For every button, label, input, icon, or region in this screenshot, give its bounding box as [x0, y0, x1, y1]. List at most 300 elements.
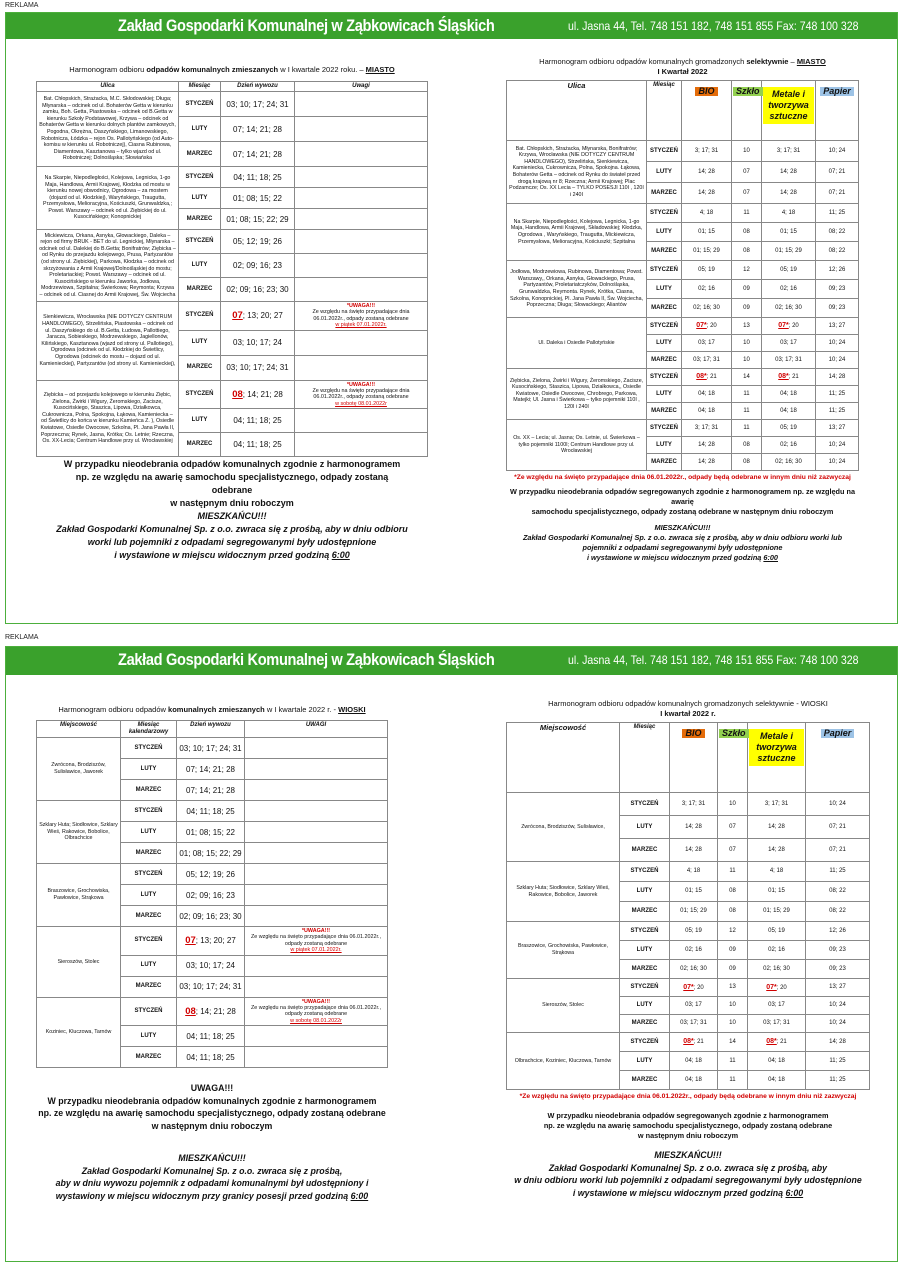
bio-days [682, 352, 732, 369]
month-cell: LUTY [620, 997, 670, 1015]
month-cell: STYCZEŃ [620, 922, 670, 941]
selective-city-notice: W przypadku nieodebrania odpadów segregowanych zgodnie z harmonogramem np. ze względu na awarię samochodu specjalistycznego, odpady zostaną odebrane w następnym dniu roboczym MIESZKAŃCU!!! Zakład Gospodarki Komunalnej Sp. z o.o. zwraca się z prośbą, aby w dniu odbioru worki lub pojemniki z odpadami segregowanymi były udostępnione i wystawione w miejscu widocznym przed godziną 6:00 [509, 487, 856, 562]
paper-days: 08; 22 [816, 242, 859, 261]
days-text: 03; 17 [698, 339, 715, 346]
column-header: Miesiąc [647, 81, 682, 141]
glass-days: 08 [718, 902, 748, 922]
days-text: 05; 19 [780, 424, 797, 431]
metal-plastic-days [762, 318, 816, 335]
days-text: 01; 15 [685, 888, 702, 894]
glass-days: 14 [718, 1033, 748, 1052]
banner-bottom [6, 647, 897, 675]
changed-day: 08 [185, 1005, 196, 1017]
days-text: 01; 15 [768, 888, 785, 894]
metal-plastic-days [748, 1033, 806, 1052]
remarks-cell [295, 167, 428, 188]
month-cell: STYCZEŃ [620, 862, 670, 882]
remarks-cell [295, 409, 428, 433]
days-cell [221, 380, 295, 409]
days-text: 02; 16; 30 [775, 458, 802, 465]
remark-date: w piątek 07.01.2022r. [335, 322, 387, 329]
metal-plastic-days [748, 1071, 806, 1090]
remark-date: w sobotę 08.01.2022r [290, 1017, 342, 1024]
table-row [37, 801, 388, 822]
days-text: 14; 28 [768, 846, 785, 853]
street-list: Szklary Huta; Siodłowice, Szklary Wieś, Rakowice, Bobolice, Jaworek [507, 862, 620, 922]
month-cell: MARZEC [647, 299, 682, 318]
paper-days: 11; 25 [816, 386, 859, 403]
days-text: 01; 15; 29 [775, 247, 802, 254]
glass-days: 14 [732, 369, 762, 386]
metal-plastic-days [748, 793, 806, 816]
days-text: 04; 18 [768, 1076, 785, 1083]
days-text: 3; 17; 31 [681, 800, 706, 807]
glass-days: 10 [718, 793, 748, 816]
paper-days: 09; 23 [806, 960, 870, 979]
remarks-cell [245, 822, 388, 843]
month-cell: STYCZEŃ [121, 997, 177, 1026]
days-cell [221, 230, 295, 254]
month-cell: LUTY [647, 386, 682, 403]
glass-days: 10 [732, 335, 762, 352]
glass-days: 13 [732, 318, 762, 335]
days-text: 03; 10; 17; 24 [233, 338, 282, 348]
days-cell [221, 355, 295, 380]
days-cell [177, 997, 245, 1026]
metal-plastic-days [748, 882, 806, 902]
changed-day: 08* [696, 373, 707, 380]
selective-villages-holiday-note: *Ze względu na święto przypadające dnia 06.01.2022r., odpady będą odebrane w innym dniu niż zazwyczaj [519, 1093, 857, 1100]
month-cell: STYCZEŃ [179, 92, 221, 117]
days-text: 02; 09; 16; 23 [233, 261, 282, 270]
metal-plastic-days [748, 1015, 806, 1033]
month-cell: LUTY [620, 882, 670, 902]
days-cell [221, 254, 295, 278]
bio-days [682, 242, 732, 261]
remark-title: *UWAGA!!! [346, 381, 376, 388]
month-cell: STYCZEŃ [647, 420, 682, 437]
days-text: 05; 12; 19; 26 [233, 237, 282, 246]
glass-days: 07 [718, 816, 748, 839]
days-text: 01; 08; 15; 22 [186, 827, 235, 837]
bio-days [682, 162, 732, 183]
banner-address: ul. Jasna 44, Tel. 748 151 182, 748 151 855 Fax: 748 100 328 [568, 19, 859, 33]
remark-text: Ze względu na święto przypadające dnia 06.01.2022r., odpady zostaną odebrane [250, 934, 382, 947]
table-row [37, 864, 388, 885]
glass-days: 11 [732, 204, 762, 223]
days-text: ; 21 [776, 1039, 787, 1045]
paper-days: 10; 24 [816, 352, 859, 369]
paper-days: 10; 24 [816, 454, 859, 471]
remarks-cell [295, 330, 428, 355]
metal-plastic-days [762, 335, 816, 352]
bio-days [682, 369, 732, 386]
metal-plastic-days [762, 299, 816, 318]
bio-days [670, 862, 718, 882]
days-cell [221, 167, 295, 188]
bio-days [670, 793, 718, 816]
bio-days [682, 223, 732, 242]
bio-label: BIO [682, 729, 704, 738]
paper-days: 09; 23 [816, 280, 859, 299]
changed-day: 07* [696, 322, 707, 329]
selective-villages-section [506, 699, 870, 1199]
days-cell [177, 738, 245, 759]
street-list: Sieroszów, Stolec [37, 927, 121, 998]
ad-label-bottom: REKLAMA [5, 634, 39, 641]
metal-plastic-days [748, 960, 806, 979]
days-text: 02; 16 [685, 946, 702, 953]
month-cell: LUTY [647, 223, 682, 242]
column-header: Miejscowość [37, 721, 121, 738]
month-cell: STYCZEŃ [647, 318, 682, 335]
remark-title: *UWAGA!!! [346, 303, 376, 309]
selective-city-section [506, 57, 859, 563]
remarks-cell [295, 278, 428, 302]
days-text: ; 21 [693, 1039, 704, 1045]
days-text: ; 13; 20; 27 [195, 936, 236, 946]
remarks-cell [295, 254, 428, 278]
metal-plastic-days [748, 979, 806, 997]
days-text: 04; 11; 18; 25 [233, 440, 282, 450]
remarks-cell [295, 380, 428, 409]
days-text: 02; 16; 30 [763, 965, 790, 972]
days-cell [221, 117, 295, 142]
column-header [732, 81, 762, 141]
bio-days [682, 299, 732, 318]
days-text: 01; 08; 15; 22; 29 [179, 848, 242, 858]
days-text: ; 20 [693, 984, 704, 991]
glass-days: 09 [732, 299, 762, 318]
mixed-city-table [36, 81, 428, 457]
days-text: 02; 09; 16; 23; 30 [179, 911, 242, 921]
days-cell [177, 1047, 245, 1068]
selective-villages-notice: W przypadku nieodebrania odpadów segregowanych zgodnie z harmonogramem np. ze względu na awarię samochodu specjalistycznego, odpady zostaną odebrane w następnym dniu roboczym MIESZKAŃCU!!! Zakład Gospodarki Komunalnej Sp. z o.o. zwraca się z prośbą, aby w dniu odbioru worki lub pojemniki z odpadami segregowanymi były udostępnione i wystawione w miejscu widocznym przed godziną 6:00 [514, 1111, 862, 1198]
month-cell: MARZEC [121, 780, 177, 801]
bio-days [670, 882, 718, 902]
glass-days: 11 [732, 386, 762, 403]
street-list: Braszowice, Grochowiska, Pawłowice, Strąkowa [507, 922, 620, 979]
month-cell: LUTY [620, 1052, 670, 1071]
days-text: 4; 18 [686, 868, 701, 874]
street-list: Zwrócona, Brodziszów, Sulisławice, [507, 793, 620, 862]
mixed-villages-table [36, 720, 388, 1068]
days-text: 04; 11; 18; 25 [186, 806, 235, 816]
month-cell: LUTY [121, 885, 177, 906]
days-cell [177, 822, 245, 843]
days-text: 05; 12; 19; 26 [186, 869, 235, 879]
selective-villages-caption: Harmonogram odbioru odpadów komunalnych gromadzonych selektywnie - WIOSKI [548, 699, 828, 708]
metal-plastic-days [762, 420, 816, 437]
month-cell: STYCZEŃ [121, 927, 177, 956]
month-cell: MARZEC [179, 355, 221, 380]
bio-days [682, 437, 732, 454]
month-cell: STYCZEŃ [179, 230, 221, 254]
month-cell: MARZEC [620, 960, 670, 979]
glass-days: 08 [732, 223, 762, 242]
month-cell: STYCZEŃ [647, 141, 682, 162]
street-list: Koziniec, Kluczowa, Tarnów [37, 997, 121, 1068]
remarks-cell [295, 188, 428, 209]
days-text: 04; 18 [768, 1057, 785, 1064]
street-list: Szklary Huta; Siodłowice, Szklary Wieś, Rakowice, Bobolice, Olbrachcice [37, 801, 121, 864]
glass-days: 08 [732, 437, 762, 454]
glass-days: 11 [732, 420, 762, 437]
days-cell [177, 759, 245, 780]
mixed-villages-caption: Harmonogram odbioru odpadów komunalnych zmieszanych w I kwartale 2022 r. - WIOSKI [58, 705, 366, 714]
remarks-cell [245, 843, 388, 864]
days-text: 01; 15 [780, 228, 797, 235]
remarks-cell [245, 1047, 388, 1068]
street-list: Bat. Chłopskich, Strażacka, Młynarska, Bonifratrów; Krzywa, Wrocławska (NIE DOTYCZY CENTRUM HANDLOWEGO), Strzelińska, Sienkiewicza, Kamieniecka, Cukrownicza, Polna, Spokojna. Łąkowa, Bohaterów Getta – odcinek od Rynku do świateł przed drogą krajową nr 8; Rzeczna; Armii Krajowej; Plac Podzamcze; Os. XX Lecia – TYLKO POSESJI 110I , 120I i 240I [507, 141, 647, 204]
month-cell: STYCZEŃ [620, 979, 670, 997]
month-cell: STYCZEŃ [179, 167, 221, 188]
table-row [507, 922, 870, 941]
month-cell: LUTY [121, 1026, 177, 1047]
changed-day: 07 [185, 935, 196, 947]
selective-city-table [506, 80, 859, 471]
days-text: 03; 10; 17; 24; 31 [226, 99, 289, 109]
days-text: 4; 18 [781, 209, 796, 216]
selective-villages-quarter: I kwartał 2022 r. [660, 709, 716, 718]
days-text: 14; 28 [698, 168, 715, 175]
paper-days: 14; 28 [806, 1033, 870, 1052]
paper-days: 09; 23 [816, 299, 859, 318]
column-header: UWAGI [245, 721, 388, 738]
month-cell: LUTY [647, 437, 682, 454]
days-text: 01; 08; 15; 22; 29 [226, 214, 289, 224]
days-text: 03; 10; 17; 24 [186, 961, 235, 971]
month-cell: LUTY [179, 188, 221, 209]
days-cell [177, 906, 245, 927]
days-cell [221, 302, 295, 331]
month-cell: LUTY [179, 117, 221, 142]
changed-day: 07* [683, 983, 694, 991]
days-text: 04; 11; 18; 25 [233, 416, 282, 426]
days-cell [221, 142, 295, 167]
paper-days: 12; 26 [806, 922, 870, 941]
days-text: 3; 17; 31 [764, 800, 789, 807]
glass-days: 12 [718, 922, 748, 941]
metal-plastic-days [762, 242, 816, 261]
mixed-villages-section [36, 705, 388, 1202]
bio-days [682, 318, 732, 335]
metale-label: Metale i tworzywa sztuczne [749, 729, 804, 766]
paper-days: 10; 24 [816, 141, 859, 162]
month-cell: LUTY [647, 162, 682, 183]
bio-days [682, 261, 732, 280]
glass-days: 07 [732, 183, 762, 204]
paper-days: 13; 27 [816, 420, 859, 437]
glass-days: 12 [732, 261, 762, 280]
days-text: 03; 17; 31 [680, 1020, 707, 1026]
days-text: 3; 17; 31 [694, 424, 719, 431]
street-list: Jodłowa, Modrzewiowa, Rubinowa, Diamentowa; Powst. Warszawy,, Orkana, Asnyka, Głowackiego, Prusa, Partyzantów, Proletariatczyków, Dolnośląska, Grunwaldzka, Reymonta. Rynek, Krótka, Ciasna, Szkolna, Konopnickiej, Pl. Jana Pawła II, Św. Wojciecha, Poprzeczna; Długa; Słowackiego; Aliantów [507, 261, 647, 318]
days-text: 04; 11; 18; 25 [233, 172, 282, 182]
month-cell: LUTY [647, 335, 682, 352]
street-list: Ul. Daleka i Osiedle Pallotyńskie [507, 318, 647, 369]
days-text: 03; 10; 17; 24; 31 [226, 363, 289, 373]
bio-days [670, 997, 718, 1015]
table-row [507, 204, 859, 223]
days-text: 07; 14; 21; 28 [186, 764, 235, 774]
days-cell [221, 433, 295, 457]
table-row [507, 793, 870, 816]
column-header: Miesiąc [179, 82, 221, 92]
month-cell: MARZEC [121, 906, 177, 927]
days-cell [177, 843, 245, 864]
column-header: Dzień wywozu [221, 82, 295, 92]
street-list: Zwrócona, Brodziszów, Sulisławice, Jaworek [37, 738, 121, 801]
remarks-cell [295, 92, 428, 117]
paper-days: 11; 25 [816, 204, 859, 223]
paper-days: 13; 27 [816, 318, 859, 335]
days-cell [177, 976, 245, 997]
bio-days [670, 922, 718, 941]
column-header: Uwagi [295, 82, 428, 92]
month-cell: STYCZEŃ [647, 261, 682, 280]
remarks-cell [245, 906, 388, 927]
column-header: Miesiąc kalendarzowy [121, 721, 177, 738]
days-text: 04; 18 [698, 407, 715, 414]
bio-days [670, 816, 718, 839]
remark-text: Ze względu na święto przypadające dnia 06.01.2022r., odpady zostaną odebrane [312, 388, 410, 401]
days-text: 03; 17; 31 [763, 1020, 790, 1026]
metal-plastic-days [762, 437, 816, 454]
month-cell: MARZEC [620, 902, 670, 922]
days-text: ; 14; 21; 28 [242, 389, 283, 399]
days-text: 05; 19 [768, 927, 785, 934]
month-cell: MARZEC [620, 1071, 670, 1090]
bio-days [670, 902, 718, 922]
street-list: Olbrachcice, Koziniec, Kluczowa, Tarnów [507, 1033, 620, 1090]
szklo-label: Szkło [733, 87, 763, 96]
month-cell: LUTY [179, 254, 221, 278]
column-header: Ulica [507, 81, 647, 141]
month-cell: STYCZEŃ [121, 738, 177, 759]
street-list: Ziębicka, Zielona, Żwirki i Wigury, Żeromskiego, Zacisze, Kusocińskiego, Staszica, Lipowa, Działkowca,, Osiedle Kwiatowe, Osiedle Owocowe, Chrobrego, Parkowa, Matejki; Ul. Jasna i Świerkowa – tylko pojemniki 110I , 120I i 240I [507, 369, 647, 420]
month-cell: MARZEC [620, 839, 670, 862]
days-cell [177, 864, 245, 885]
bio-days [682, 386, 732, 403]
column-header [762, 81, 816, 141]
month-cell: STYCZEŃ [121, 801, 177, 822]
remarks-cell [245, 1026, 388, 1047]
metal-plastic-days [762, 141, 816, 162]
column-header [806, 723, 870, 793]
mixed-city-section [36, 65, 428, 562]
column-header [682, 81, 732, 141]
street-list: Mickiewicza, Orkana, Asnyka, Głowackiego, Daleka – rejon od firmy BRUK - BET do ul. Legnickiej, Młynarska – odcinek od ul. Dalekiej do B.Getta; Bonifratrów; Ziębicka – od Rynku do przejazdu kolejowego, Prusa, Partyzantów (od strony ul. Ziębickiej), Parkowa, Kłodzka – odcinek od skrzyżowania z Armii Krajowej/Dolnośląskiej do mostu; Proletariackiej; Powst. Warszawy – odcinek od ul. Kusocińskiego w kierunku Jaworka, Jodłowa, Modrzewiowa, Szpitalna; Świerkowa; Reymonta; Krzywa – odcinek od ul. Ciasnej do Armii Krajowej, Św. Wojciecha [37, 230, 179, 302]
paper-days: 13; 27 [806, 979, 870, 997]
paper-days: 07; 21 [816, 183, 859, 204]
days-cell [177, 780, 245, 801]
metal-plastic-days [762, 454, 816, 471]
table-row [507, 420, 859, 437]
banner-address: ul. Jasna 44, Tel. 748 151 182, 748 151 855 Fax: 748 100 328 [568, 653, 859, 667]
paper-days: 11; 25 [806, 862, 870, 882]
days-cell [177, 885, 245, 906]
remark-text: Ze względu na święto przypadające dnia 06.01.2022r., odpady zostaną odebrane [312, 309, 410, 322]
table-row [507, 862, 870, 882]
remarks-cell [245, 780, 388, 801]
metal-plastic-days [762, 352, 816, 369]
street-list: Ziębicka – od przejazdu kolejowego w kierunku Ziębic, Zielona, Żwirki i Wigury, Żeromskiego, Zacisze, Kusocińskiego, Staszica, Lipowa, Działkowca, Cukrownicza, Polna, Spokojna, Łąkowa, Kamieniecka – od Świetlicy do końca w kierunku Kamieńca Z. ), Osiedle Kwiatowe, Osiedle Owocowe, Szkolna, Pl. Jana Pawła II, Poprzeczna; Rynek, Jasna, Krótka; Os. Letnie; Rzeczna, Os. XX-Lecia; Centrum Handlowe przy ul. Wrocławskiej [37, 380, 179, 457]
column-header: Miesiąc [620, 723, 670, 793]
glass-days: 09 [732, 280, 762, 299]
table-row [37, 167, 428, 188]
remarks-cell [245, 801, 388, 822]
bio-days [682, 335, 732, 352]
days-text: 04; 18 [780, 390, 797, 397]
metal-plastic-days [748, 902, 806, 922]
days-text: 14; 28 [685, 823, 702, 830]
table-row [507, 261, 859, 280]
metal-plastic-days [762, 280, 816, 299]
days-text: 02; 16; 30 [680, 965, 707, 972]
remarks-cell [245, 927, 388, 956]
banner-title: Zakład Gospodarki Komunalnej w Ząbkowicach Śląskich [118, 650, 495, 669]
glass-days: 07 [732, 162, 762, 183]
bio-days [670, 1052, 718, 1071]
days-text: 03; 10; 17; 24; 31 [179, 982, 242, 992]
mixed-city-notice: W przypadku nieodebrania odpadów komunalnych zgodnie z harmonogramem np. ze względu na awarię samochodu specjalistycznego, odpady zostaną odebrane w następnym dniu roboczym MIESZKAŃCU!!! Zakład Gospodarki Komunalnej Sp. z o.o. zwraca się z prośbą, aby w dniu odbioru worki lub pojemniki z odpadami segregowanymi były udostępnione i wystawione w miejscu widocznym przed godziną 6:00 [56, 459, 408, 561]
days-text: 02; 16 [780, 285, 797, 292]
banner-title: Zakład Gospodarki Komunalnej w Ząbkowicach Śląskich [118, 16, 495, 35]
month-cell: STYCZEŃ [647, 369, 682, 386]
month-cell: MARZEC [179, 142, 221, 167]
glass-days: 08 [732, 242, 762, 261]
days-cell [221, 188, 295, 209]
month-cell: MARZEC [179, 433, 221, 457]
glass-days: 08 [718, 882, 748, 902]
bio-days [682, 280, 732, 299]
days-text: 02; 16; 30 [693, 304, 720, 311]
table-row [37, 927, 388, 956]
month-cell: MARZEC [620, 1015, 670, 1033]
remarks-cell [295, 209, 428, 230]
days-text: 03; 17 [768, 1002, 785, 1008]
days-text: ; 21 [788, 374, 799, 380]
remarks-cell [245, 738, 388, 759]
month-cell: MARZEC [121, 976, 177, 997]
banner-top [6, 13, 897, 39]
street-list: Braszowice, Grochowiska, Pawłowice, Strąkowa [37, 864, 121, 927]
remark-date: w sobotę 08.01.2022r [335, 400, 387, 407]
days-text: 02; 16 [780, 441, 797, 448]
selective-city-caption: Harmonogram odbioru odpadów komunalnych gromadzonych selektywnie – MIASTO [539, 57, 826, 66]
bio-days [682, 141, 732, 162]
days-text: 02; 16 [698, 285, 715, 292]
changed-day: 08* [683, 1038, 694, 1045]
metal-plastic-days [748, 839, 806, 862]
days-cell [177, 1026, 245, 1047]
mixed-city-caption: Harmonogram odbioru odpadów komunalnych zmieszanych w I kwartale 2022 roku. – MIASTO [69, 65, 395, 74]
metal-plastic-days [748, 922, 806, 941]
remarks-cell [295, 230, 428, 254]
metal-plastic-days [762, 223, 816, 242]
papier-label: Papier [820, 87, 854, 96]
month-cell: STYCZEŃ [179, 380, 221, 409]
street-list: Sienkiewicza, Wrocławska (NIE DOTYCZY CENTRUM HANDLOWEGO), Strzelińska, Piastowska – odcinek od ul. Daszyńskiego do ul. B.Getta, Łudowa, Pallottiego, Jaracza, Sobieskiego, Modrzewskiego, Jagiellonów, Kilińskiego, Kasztanowa (wjazd od strony ul. Pallotiego), Ogrodowa (odcinek od ul. Kłodzkiej do Świetlicy, Ogrodowa (odcinek do mostu – dojazd od ul. Kamienieckiej), Partyzantów (od strony ul. Kamienieckiej), [37, 302, 179, 381]
paper-days: 12; 26 [816, 261, 859, 280]
table-row [507, 369, 859, 386]
bio-days [670, 1071, 718, 1090]
paper-days: 10; 24 [806, 1015, 870, 1033]
paper-days: 08; 22 [816, 223, 859, 242]
month-cell: STYCZEŃ [620, 793, 670, 816]
szklo-label: Szkło [719, 729, 749, 738]
